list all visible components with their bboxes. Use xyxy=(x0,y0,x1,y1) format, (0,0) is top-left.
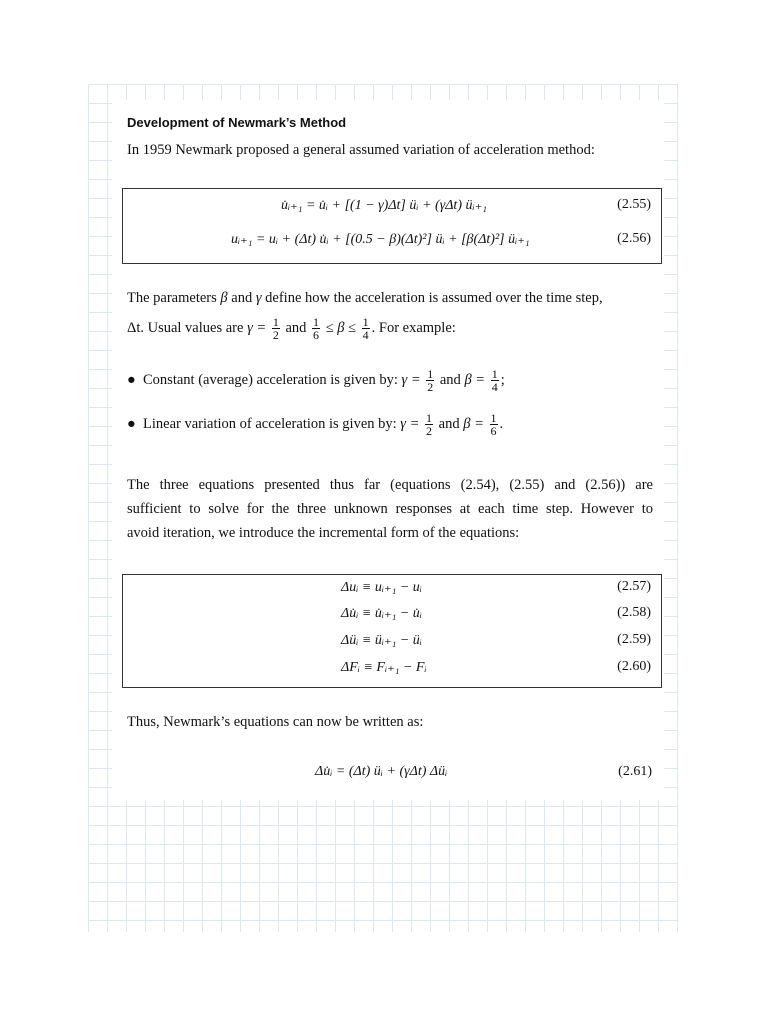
incremental-form-paragraph: The three equations presented thus far (equations (2.54), (2.55) and (2.56)) are sufficient to solve for the three unknown responses at each time step. However to avoid iteration, we introduce the incremental form of the equations: xyxy=(127,477,653,541)
equation-2-58: Δu̇ᵢ ≡ u̇ᵢ₊₁ − u̇ᵢ xyxy=(341,606,423,621)
bullet-dot: ● xyxy=(127,372,136,388)
fraction-one-quarter: $\frac{1}{4}$ xyxy=(362,315,369,343)
bullet-dot: ● xyxy=(127,416,136,432)
bullet-constant-acceleration: ● Constant (average) acceleration is given by: γ = $\frac{1}{2}$ and β = $\frac{1}{4}$ ; xyxy=(127,367,505,395)
parameters-line-1: The parameters β and γ define how the acceleration is assumed over the time step, xyxy=(127,290,603,306)
equation-number-2-61: (2.61) xyxy=(618,764,652,779)
equation-box-2-55-2-56 xyxy=(122,188,662,264)
fraction-one-sixth: $\frac{1}{6}$ xyxy=(313,315,319,343)
fraction-one-half: $\frac{1}{2}$ xyxy=(272,315,279,343)
equation-number-2-58: (2.58) xyxy=(617,605,651,620)
equation-number-2-55: (2.55) xyxy=(617,197,651,212)
equation-2-60: ΔFᵢ ≡ Fᵢ₊₁ − Fᵢ xyxy=(341,660,427,675)
equation-2-55: u̇ᵢ₊₁ = u̇ᵢ + [(1 − γ)Δt] üᵢ + (γΔt) üᵢ₊₁ xyxy=(281,198,487,213)
intro-paragraph: In 1959 Newmark proposed a general assumed variation of acceleration method: xyxy=(127,142,595,158)
equation-2-57: Δuᵢ ≡ uᵢ₊₁ − uᵢ xyxy=(341,580,423,595)
thus-paragraph: Thus, Newmark’s equations can now be written as: xyxy=(127,714,424,730)
equation-number-2-56: (2.56) xyxy=(617,231,651,246)
bullet-linear-acceleration: ● Linear variation of acceleration is given by: γ = $\frac{1}{2}$ and β = $\frac{1}{6}$ . xyxy=(127,411,504,439)
equation-2-56: uᵢ₊₁ = uᵢ + (Δt) u̇ᵢ + [(0.5 − β)(Δt)²] üᵢ + [β(Δt)²] üᵢ₊₁ xyxy=(231,232,530,247)
document-page xyxy=(112,100,664,800)
equation-number-2-59: (2.59) xyxy=(617,632,651,647)
section-heading: Development of Newmark’s Method xyxy=(127,115,347,130)
parameters-line-2: Δt. Usual values are γ = $\frac{1}{2}$ and $\frac{1}{6}$ ≤ β ≤ $\frac{1}{4}$ . For example: xyxy=(127,315,456,343)
equation-number-2-60: (2.60) xyxy=(617,659,651,674)
equation-2-61: Δu̇ᵢ = (Δt) üᵢ + (γΔt) Δüᵢ xyxy=(315,764,448,779)
equation-box-2-57-2-60 xyxy=(122,574,662,688)
equation-number-2-57: (2.57) xyxy=(617,579,651,594)
equation-2-59: Δüᵢ ≡ üᵢ₊₁ − üᵢ xyxy=(341,633,423,648)
